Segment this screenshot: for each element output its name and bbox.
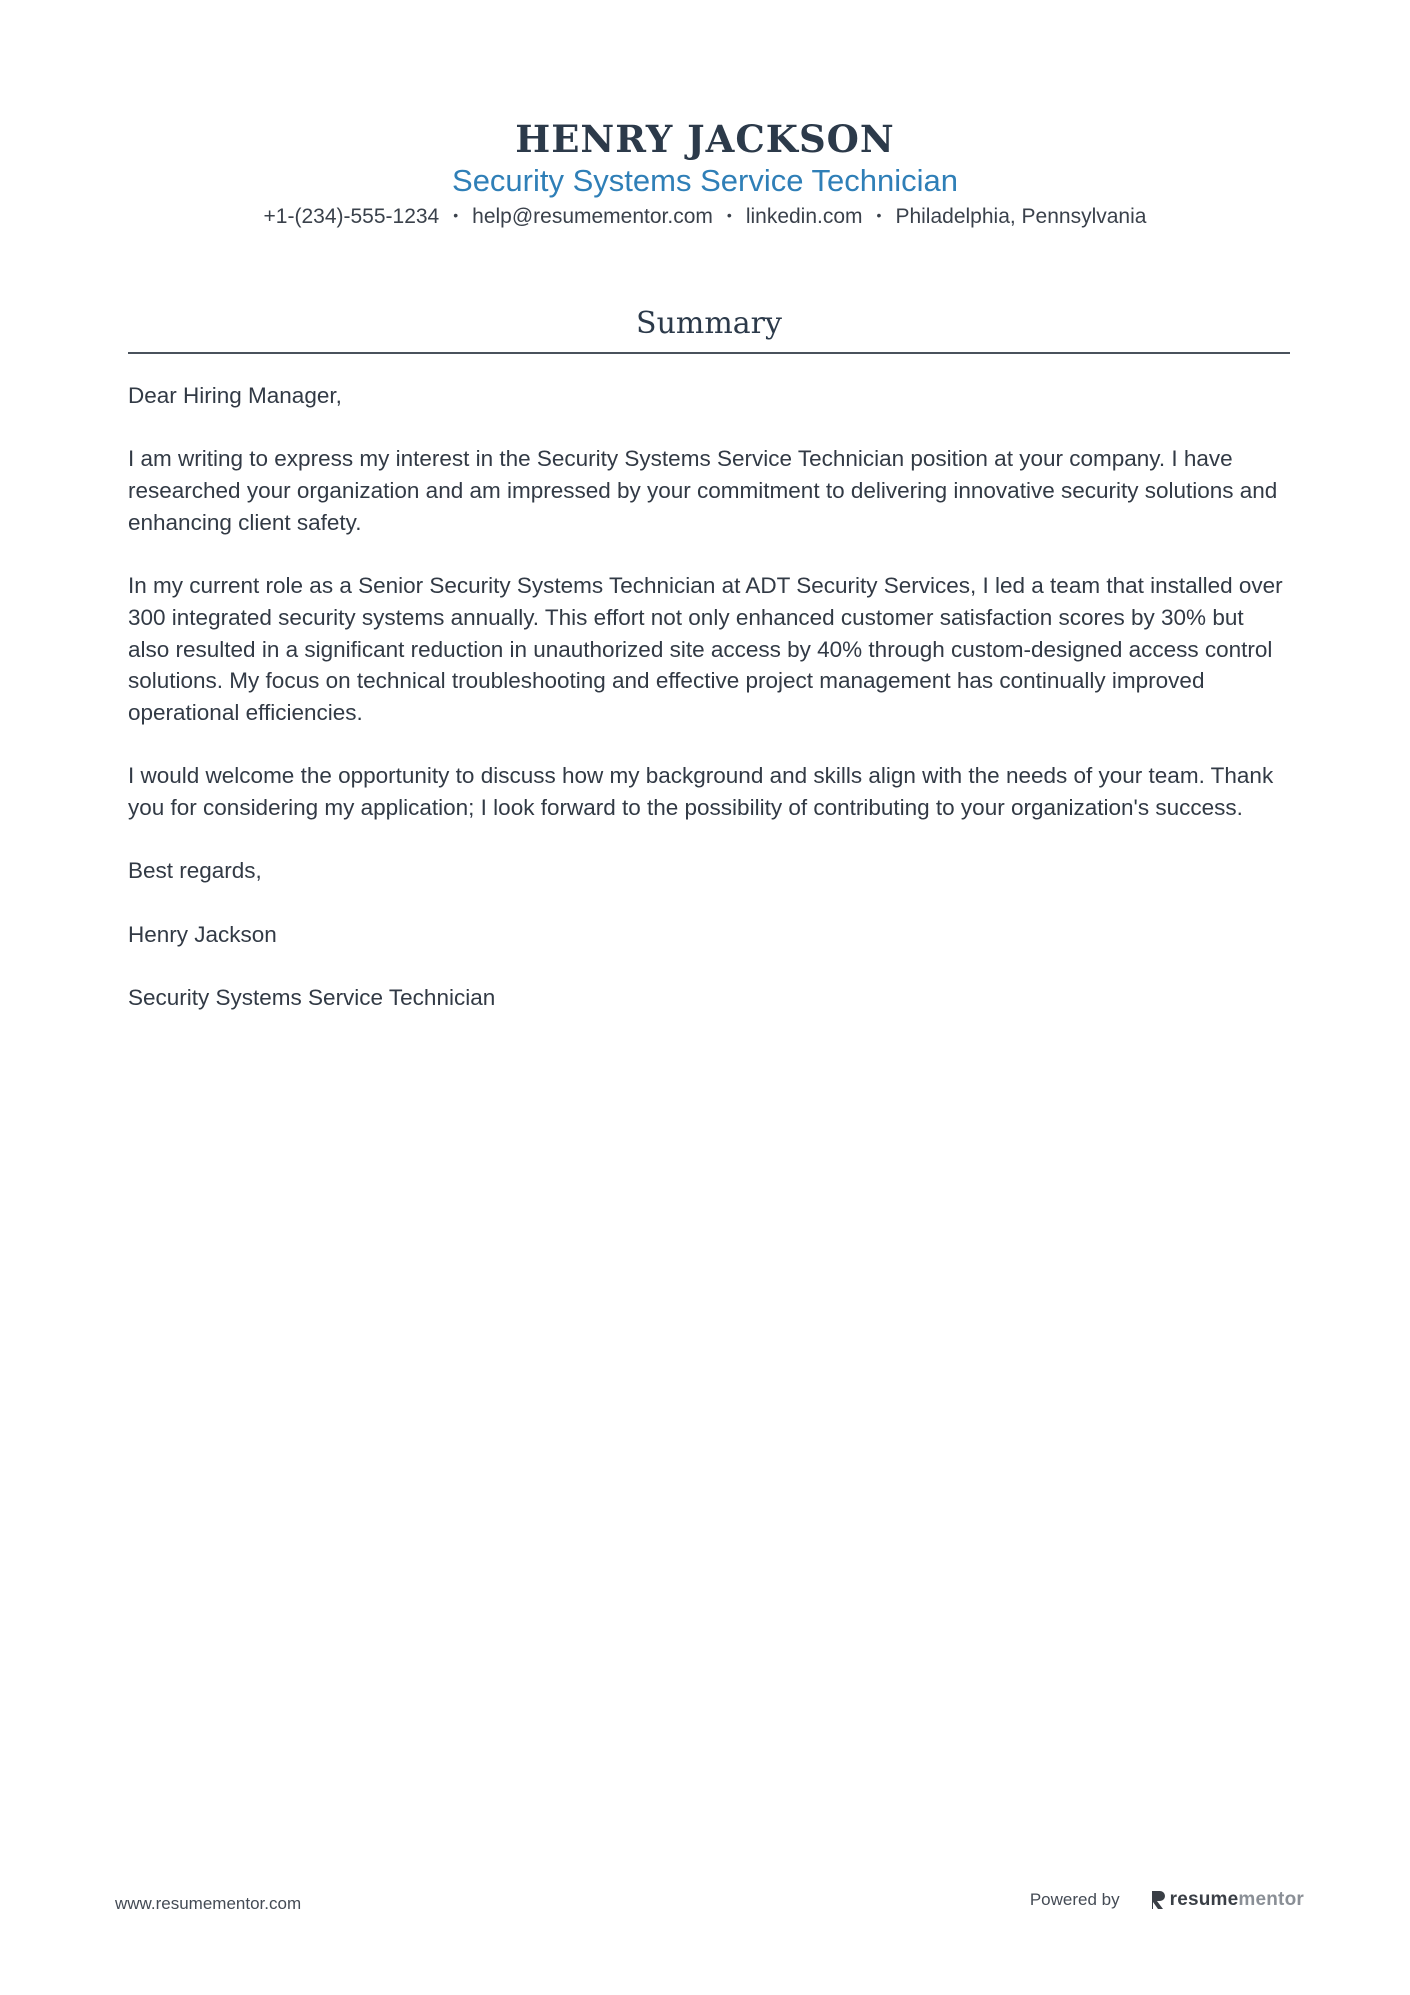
- letter-body: [128, 380, 1290, 1046]
- contact-phone: +1-(234)-555-1234: [263, 205, 440, 228]
- contact-separator: •: [726, 207, 732, 224]
- letter-closing: Best regards,: [128, 858, 262, 884]
- section-divider: [128, 352, 1290, 354]
- footer-website-link[interactable]: www.resumementor.com: [115, 1894, 302, 1913]
- letter-paragraph-3: I would welcome the opportunity to discuss how my background and skills align with the needs of your team. Thank you for considering my application; I look forward to the possibility of contributing to your organization's success.: [128, 763, 1274, 821]
- section-title-summary: Summary: [636, 306, 782, 341]
- header: [0, 114, 1410, 234]
- resumementor-logo-icon: [1150, 1890, 1166, 1910]
- signature-name: Henry Jackson: [128, 921, 277, 947]
- resumementor-logo[interactable]: [1150, 1888, 1304, 1912]
- letter-paragraph-1: I am writing to express my interest in the Security Systems Service Technician position at your company. I have researched your organization and am impressed by your commitment to delivering innovative security solutions and enhancing client safety.: [128, 446, 1278, 535]
- powered-by-label: Powered by: [1029, 1890, 1120, 1909]
- contact-separator: •: [876, 207, 882, 224]
- candidate-job-title: Security Systems Service Technician: [452, 163, 958, 198]
- contact-line: [0, 200, 1410, 234]
- signature-title: Security Systems Service Technician: [128, 985, 496, 1011]
- footer-branding: [1030, 1888, 1304, 1912]
- contact-location: Philadelphia, Pennsylvania: [895, 205, 1147, 228]
- logo-text-resume: resume: [1169, 1889, 1239, 1910]
- contact-email: help@resumementor.com: [472, 205, 713, 228]
- letter-greeting: Dear Hiring Manager,: [128, 383, 342, 408]
- letter-paragraph-2: In my current role as a Senior Security Systems Technician at ADT Security Services, I led a team that installed over 300 integrated security systems annually. This effort not only enhanced customer satisfaction scores by 30% but also resulted in a significant reduction in unauthorized site access by 40% through custom-designed access control solutions. My focus on technical troubleshooting and effective project management has continually improved operational efficiencies.: [128, 573, 1283, 725]
- contact-linkedin: linkedin.com: [745, 205, 863, 228]
- contact-separator: •: [453, 207, 459, 224]
- logo-text-mentor: mentor: [1238, 1889, 1304, 1910]
- candidate-name: HENRY JACKSON: [515, 117, 895, 161]
